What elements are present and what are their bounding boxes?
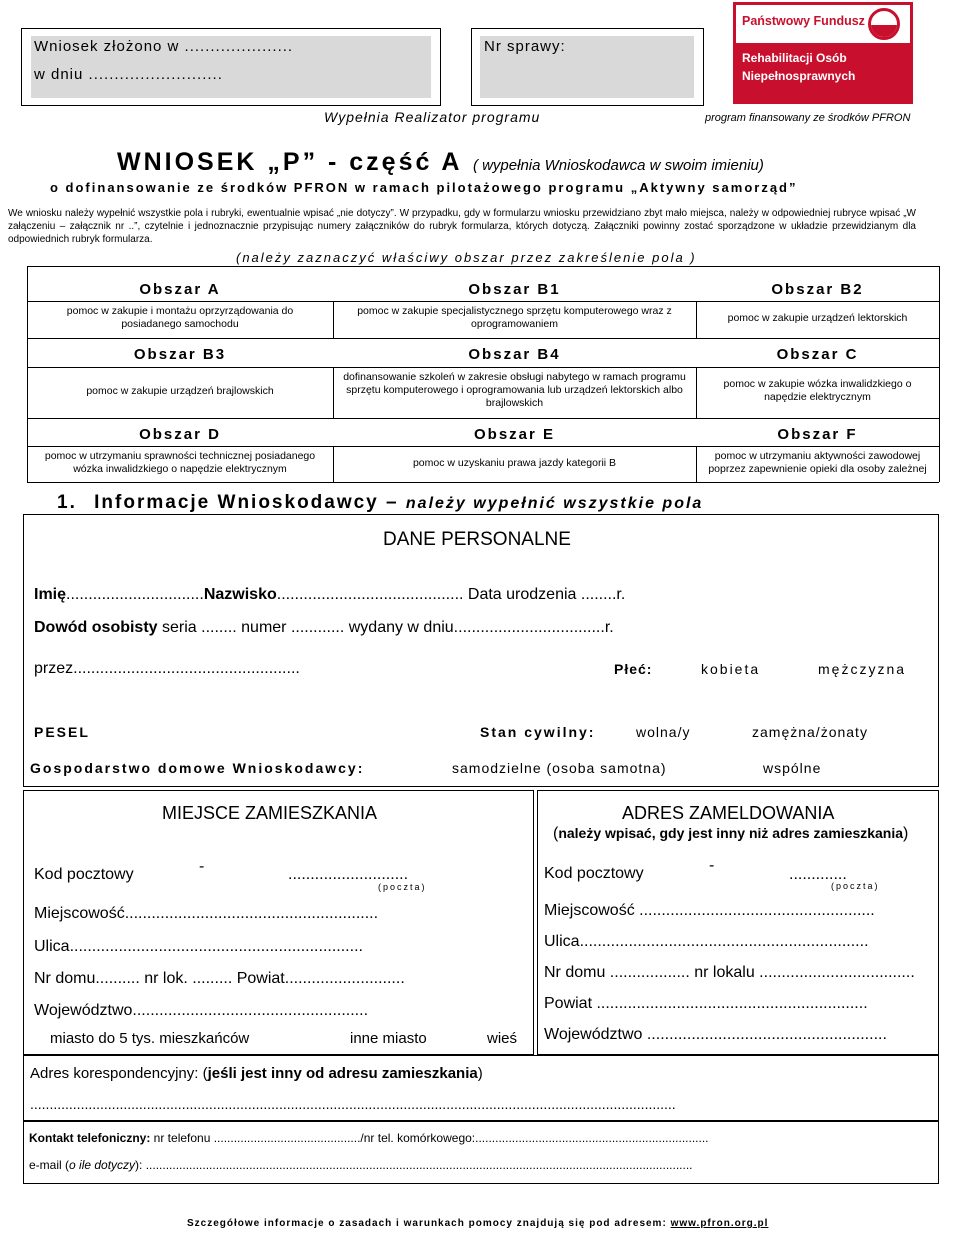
stan-zamezna-option[interactable]: zamężna/żonaty — [752, 724, 868, 740]
logo-line1: Państwowy Fundusz — [742, 14, 865, 28]
miejsce-kod-field[interactable]: ........................... — [288, 866, 409, 883]
gospodarstwo-wspolne-option[interactable]: wspólne — [763, 760, 822, 776]
email-note: o ile dotyczy — [69, 1158, 136, 1172]
adres-note-open: ( — [553, 825, 559, 842]
dane-personalne-box — [23, 514, 939, 787]
grid-right-line — [939, 266, 940, 482]
miejsce-miasto-do-option[interactable]: miasto do 5 tys. mieszkańców — [50, 1030, 250, 1047]
grid-row-line-3 — [27, 367, 939, 368]
section1-note: należy wypełnić wszystkie pola — [405, 495, 704, 512]
area-d-title[interactable]: Obszar D — [139, 426, 221, 443]
miejsce-inne-miasto-option[interactable]: inne miasto — [350, 1030, 427, 1047]
adres-nr-domu-field[interactable]: Nr domu .................. nr lokalu ................................... — [544, 964, 915, 981]
kontakt-phone-field[interactable]: nr telefonu ............................................/nr tel. komórkowego:...................................................................... — [150, 1131, 709, 1145]
area-a-title[interactable]: Obszar A — [139, 281, 221, 298]
miejsce-kod-label: Kod pocztowy — [34, 866, 134, 883]
section1-heading — [57, 492, 703, 514]
area-b2-title[interactable]: Obszar B2 — [771, 281, 864, 298]
email-field[interactable]: ): .................................................................................................................................................................... — [135, 1158, 693, 1172]
adres-note-close: ) — [903, 825, 909, 842]
email-line — [29, 1158, 909, 1172]
grid-left-line — [27, 266, 28, 482]
miejsce-poczta-label: (poczta) — [378, 882, 427, 892]
adres-heading-note: należy wpisać, gdy jest inny niż adres zamieszkania — [558, 825, 904, 841]
form-title-note: ( wypełnia Wnioskodawca w swoim imieniu) — [472, 157, 764, 174]
footer-text: Szczegółowe informacje o zasadach i warunkach pomocy znajdują się pod adresem: — [187, 1218, 667, 1229]
dowod-line — [34, 619, 614, 637]
section1-number: 1. — [57, 492, 77, 513]
imie-label: Imię — [34, 586, 67, 603]
area-prompt: (należy zaznaczyć właściwy obszar przez zakreślenie pola ) — [236, 250, 697, 265]
dane-personalne-heading: DANE PERSONALNE — [383, 529, 571, 550]
area-f-title[interactable]: Obszar F — [777, 426, 858, 443]
area-b1-desc: pomoc w zakupie specjalistycznego sprzętu komputerowego wraz z oprogramowaniem — [357, 305, 672, 330]
pfron-logo — [733, 2, 913, 104]
korespondencja-close: ) — [477, 1065, 483, 1082]
grid-row-line-5 — [27, 446, 939, 447]
korespondencja-note: jeśli jest inny od adresu zamieszkania — [207, 1065, 478, 1082]
grid-col-line-1 — [333, 301, 334, 338]
financing-note: program finansowany ze środków PFRON — [705, 112, 911, 124]
area-b3-desc: pomoc w zakupie urządzeń brajlowskich — [86, 385, 274, 397]
grid-row-line-1 — [27, 301, 939, 302]
grid-row-line-2 — [27, 338, 939, 339]
pesel-label: PESEL — [34, 724, 90, 740]
adres-heading-note-line — [553, 825, 908, 843]
area-a-desc: pomoc w zakupie i montażu oprzyrządowania do posiadanego samochodu — [66, 305, 294, 330]
logo-emblem-icon — [868, 8, 900, 40]
nazwisko-field[interactable]: .......................................... — [276, 586, 464, 603]
miejsce-miejscowosc-field[interactable]: Miejscowość......................................................... — [34, 905, 379, 922]
grid-col-line-3 — [333, 367, 334, 418]
gospodarstwo-samodzielne-option[interactable]: samodzielne (osoba samotna) — [452, 760, 667, 776]
form-title — [117, 148, 764, 177]
miejsce-wojewodztwo-field[interactable]: Województwo..................................................... — [34, 1002, 369, 1019]
area-e-title[interactable]: Obszar E — [473, 426, 556, 443]
instructions-text: We wniosku należy wypełnić wszystkie pola i rubryki, ewentualnie wpisać „nie dotyczy”. W przypadku, gdy w formularzu wniosku przewidziano zbyt mało miejsca, należy w odpowiedniej rubryce wpisać „W załączeniu – załącznik nr ..”, czytelnie i jednoznacznie przypisując numery załączników do rubryk formularza, których dotyczą. Załączniki powinny zostać sporządzone w układzie przewidzianym dla odpowiednich rubryk formularza. — [8, 208, 916, 245]
adres-kod-dash: - — [709, 857, 715, 874]
korespondencja-label: Adres korespondencyjny: ( — [30, 1065, 208, 1082]
area-e-desc: pomoc w uzyskaniu prawa jazdy kategorii B — [412, 457, 617, 469]
adres-powiat-field[interactable]: Powiat ............................................................. — [544, 995, 868, 1012]
logo-top-band — [736, 5, 910, 43]
kontakt-line — [29, 1131, 909, 1145]
grid-col-line-4 — [696, 367, 697, 418]
plec-mezczyzna-option[interactable]: mężczyzna — [818, 661, 907, 677]
plec-kobieta-option[interactable]: kobieta — [701, 661, 761, 677]
area-c-desc: pomoc w zakupie wózka inwalidzkiego o napędzie elektrycznym — [723, 378, 912, 403]
dowod-label: Dowód osobisty — [34, 619, 158, 636]
form-title-main: WNIOSEK „P” - część A — [117, 148, 463, 176]
przez-field[interactable]: przez................................................... — [34, 660, 300, 677]
kontakt-label: Kontakt telefoniczny: — [29, 1131, 151, 1145]
miejsce-kod-dash: - — [199, 858, 205, 875]
form-subtitle: o dofinansowanie ze środków PFRON w ramach pilotażowego programu „Aktywny samorząd” — [50, 180, 798, 195]
area-c-title[interactable]: Obszar C — [776, 346, 859, 363]
section1-title: Informacje Wnioskodawcy – — [94, 492, 399, 513]
logo-line2: Rehabilitacji Osób — [742, 51, 847, 65]
data-urodzenia-field[interactable]: Data urodzenia ........r. — [467, 586, 626, 603]
nr-sprawy-label: Nr sprawy: — [484, 38, 566, 55]
area-d-desc: pomoc w utrzymaniu sprawności technicznej posiadanego wózka inwalidzkiego o napędzie elektrycznym — [44, 450, 316, 475]
adres-wojewodztwo-field[interactable]: Województwo ...................................................... — [544, 1026, 887, 1043]
w-dniu-label: w dniu .......................... — [34, 66, 223, 83]
korespondencja-line — [30, 1065, 483, 1082]
realizator-note: Wypełnia Realizator programu — [324, 109, 541, 125]
logo-bottom-band — [736, 43, 910, 101]
footer-line — [187, 1218, 768, 1229]
korespondencja-field[interactable]: ...................................................................................................................................................................... — [30, 1096, 676, 1112]
grid-top-line — [27, 266, 939, 267]
adres-heading: ADRES ZAMELDOWANIA — [622, 803, 835, 823]
stan-cywilny-label: Stan cywilny: — [480, 724, 596, 740]
miejsce-heading: MIEJSCE ZAMIESZKANIA — [162, 803, 378, 823]
stan-wolna-option[interactable]: wolna/y — [636, 724, 691, 740]
plec-label: Płeć: — [614, 661, 653, 677]
area-b4-title[interactable]: Obszar B4 — [468, 346, 561, 363]
area-b2-desc: pomoc w zakupie urządzeń lektorskich — [727, 312, 908, 324]
grid-row-line-4 — [27, 418, 939, 419]
area-b1-title[interactable]: Obszar B1 — [468, 281, 561, 298]
miejsce-wies-option[interactable]: wieś — [487, 1030, 518, 1047]
area-f-desc: pomoc w utrzymaniu aktywności zawodowej poprzez zapewnienie opieki dla osoby zależnej — [708, 450, 927, 475]
miejsce-ulica-field[interactable]: Ulica.................................................................. — [34, 938, 363, 955]
logo-line3: Niepełnosprawnych — [742, 69, 856, 83]
adres-kod-field[interactable]: ............. — [789, 866, 847, 883]
dowod-field[interactable]: seria ........ numer ............ wydany w dniu..................................r. — [162, 619, 614, 636]
adres-miejscowosc-field[interactable]: Miejscowość ..................................................... — [544, 902, 875, 919]
adres-poczta-label: (poczta) — [831, 881, 880, 891]
grid-bottom-line — [27, 482, 939, 483]
name-line — [34, 586, 625, 604]
imie-field[interactable]: ............................... — [66, 586, 204, 603]
nazwisko-label: Nazwisko — [203, 586, 277, 603]
adres-kod-label: Kod pocztowy — [544, 865, 644, 882]
email-label: e-mail ( — [29, 1158, 70, 1172]
footer-url-link[interactable]: www.pfron.org.pl — [670, 1218, 769, 1229]
miejsce-nr-domu-field[interactable]: Nr domu.......... nr lok. ......... Powiat........................... — [34, 970, 405, 987]
area-b4-desc: dofinansowanie szkoleń w zakresie obsługi nabytego w ramach programu sprzętu komputerowego i oprogramowania lub urządzeń lektorskich albo brajlowskich — [343, 371, 686, 409]
gospodarstwo-label: Gospodarstwo domowe Wnioskodawcy: — [30, 760, 365, 776]
area-b3-title[interactable]: Obszar B3 — [133, 346, 227, 363]
adres-ulica-field[interactable]: Ulica................................................................. — [544, 933, 869, 950]
wniosek-zlozono-label: Wniosek złożono w ..................... — [34, 38, 294, 55]
